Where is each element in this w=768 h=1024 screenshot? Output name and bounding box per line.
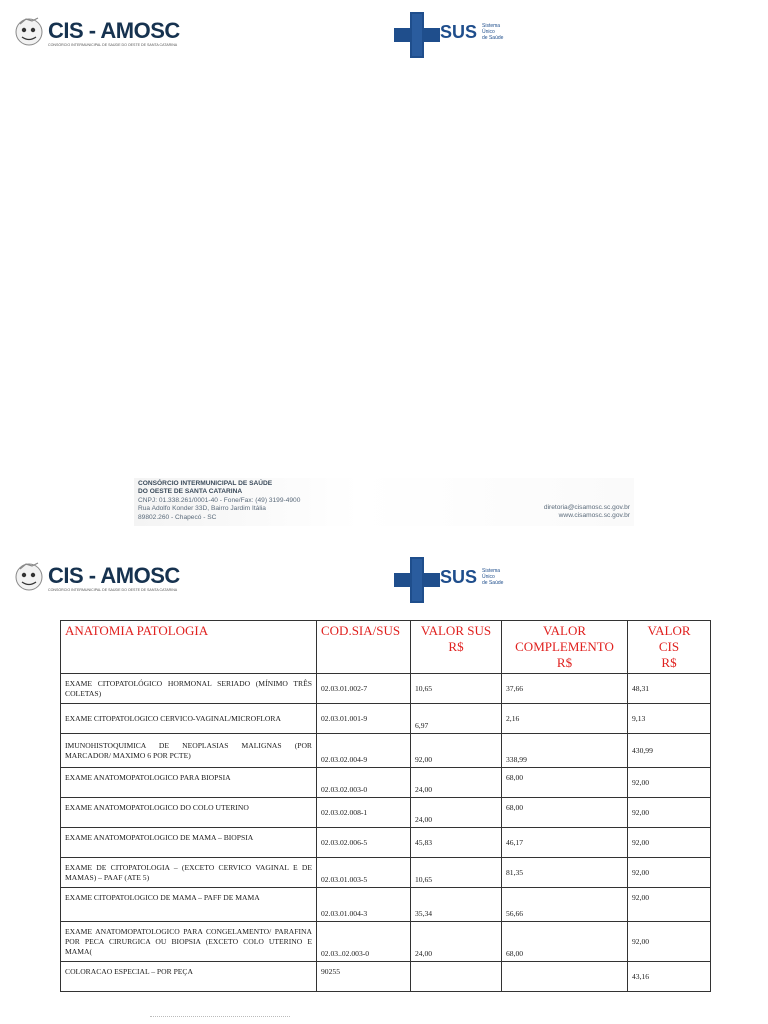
- mascot-icon: [12, 559, 46, 593]
- cell-cis-value: 92,00: [628, 798, 711, 828]
- cell-code: 02.03.01.002-7: [317, 674, 411, 704]
- sus-name: SUS: [440, 567, 478, 587]
- footer-address-block: [138, 480, 300, 522]
- cell-description: EXAME DE CITOPATOLOGIA – (EXCETO CERVICO VAGINAL E DE MAMAS) – PAAF (ATE 5): [61, 858, 317, 888]
- anatomia-patologia-table: [60, 620, 711, 992]
- cell-code: 02.03..02.003-0: [317, 922, 411, 962]
- cell-complement-value: 46,17: [502, 828, 628, 858]
- column-header-code: COD.SIA/SUS: [317, 621, 411, 674]
- footer-email[interactable]: diretoria@cisamosc.sc.gov.br: [543, 504, 630, 511]
- cell-description: EXAME ANATOMOPATOLOGICO PARA CONGELAMENTO/ PARAFINA POR PECA CIRURGICA OU BIOPSIA (EXCETO COLO UTERINO E MAMA(: [61, 922, 317, 962]
- cell-cis-value: 43,16: [628, 962, 711, 992]
- cell-complement-value: 37,66: [502, 674, 628, 704]
- sus-name: SUS: [440, 22, 478, 42]
- cell-description: EXAME ANATOMOPATOLOGICO DO COLO UTERINO: [61, 798, 317, 828]
- cell-complement-value: 338,99: [502, 734, 628, 768]
- footer-city: 89802.260 - Chapecó - SC: [138, 513, 217, 521]
- sus-subtitle-line: de Saúde: [482, 580, 504, 586]
- header-line: VALOR: [542, 623, 587, 638]
- cell-code: 02.03.01.001-9: [317, 704, 411, 734]
- table-row: [61, 888, 711, 922]
- sus-subtitle: [482, 568, 503, 586]
- cis-amosc-name: CIS - AMOSC: [48, 18, 180, 43]
- sus-cross-icon: [394, 12, 440, 58]
- cell-complement-value: [502, 962, 628, 992]
- cell-sus-value: 45,83: [411, 828, 502, 858]
- cell-code: 02.03.01.003-5: [317, 858, 411, 888]
- table-row: [61, 768, 711, 798]
- footer-address: Rua Adolfo Konder 33D, Bairro Jardim Itália: [138, 505, 266, 513]
- cis-amosc-name: CIS - AMOSC: [48, 563, 180, 588]
- cis-amosc-subtitle: CONSÓRCIO INTERMUNICIPAL DE SAÚDE DO OESTE DE SANTA CATARINA: [48, 588, 178, 592]
- sus-logo: [394, 557, 514, 603]
- table-row: [61, 704, 711, 734]
- cell-code: 02.03.02.006-5: [317, 828, 411, 858]
- cell-code: 02.03.02.003-0: [317, 768, 411, 798]
- page-header: [0, 555, 768, 605]
- column-header-complement-value: [502, 621, 628, 674]
- sus-cross-icon: [394, 557, 440, 603]
- cell-sus-value: 24,00: [411, 798, 502, 828]
- footer-org-line: DO OESTE DE SANTA CATARINA: [138, 488, 243, 496]
- cell-complement-value: 68,00: [502, 768, 628, 798]
- cell-description: EXAME ANATOMOPATOLOGICO PARA BIOPSIA: [61, 768, 317, 798]
- cell-sus-value: 10,65: [411, 858, 502, 888]
- cell-cis-value: 92,00: [628, 768, 711, 798]
- cell-description: EXAME CITOPATOLOGICO CERVICO-VAGINAL/MICROFLORA: [61, 704, 317, 734]
- cis-amosc-logo: [12, 559, 192, 599]
- page-break-remnant: [150, 1016, 290, 1021]
- cell-cis-value: 430,99: [628, 734, 711, 768]
- cell-complement-value: 68,00: [502, 922, 628, 962]
- cell-complement-value: 81,35: [502, 858, 628, 888]
- header-line: VALOR: [647, 623, 691, 638]
- table-row: [61, 858, 711, 888]
- cell-sus-value: 92,00: [411, 734, 502, 768]
- header-line: COMPLEMENTO: [515, 639, 614, 654]
- sus-subtitle: [482, 23, 503, 41]
- cell-complement-value: 68,00: [502, 798, 628, 828]
- cell-code: 02.03.02.004-9: [317, 734, 411, 768]
- header-line: R$: [556, 655, 573, 670]
- table-header-row: [61, 621, 711, 674]
- cell-code: 90255: [317, 962, 411, 992]
- cell-cis-value: 92,00: [628, 828, 711, 858]
- cell-code: 02.03.02.008-1: [317, 798, 411, 828]
- cell-sus-value: 24,00: [411, 768, 502, 798]
- header-line: CIS: [658, 639, 680, 654]
- cell-cis-value: 92,00: [628, 858, 711, 888]
- cell-cis-value: 92,00: [628, 888, 711, 922]
- cell-sus-value: 24,00: [411, 922, 502, 962]
- sus-logo: [394, 12, 514, 58]
- footer-site[interactable]: www.cisamosc.sc.gov.br: [558, 512, 630, 520]
- cell-description: EXAME CITOPATOLOGICO DE MAMA – PAFF DE MAMA: [61, 888, 317, 922]
- table-row: [61, 798, 711, 828]
- cell-code: 02.03.01.004-3: [317, 888, 411, 922]
- cell-description: EXAME CITOPATOLÓGICO HORMONAL SERIADO (MÍNIMO TRÊS COLETAS): [61, 674, 317, 704]
- cell-description: COLORACAO ESPECIAL – POR PEÇA: [61, 962, 317, 992]
- cell-sus-value: 6,97: [411, 704, 502, 734]
- sus-subtitle-line: Sistema: [482, 568, 501, 574]
- sus-subtitle-line: Único: [482, 29, 495, 35]
- header-line: R$: [448, 639, 464, 654]
- cell-complement-value: 56,66: [502, 888, 628, 922]
- footer-org-line: CONSÓRCIO INTERMUNICIPAL DE SAÚDE: [138, 480, 273, 487]
- cell-cis-value: 48,31: [628, 674, 711, 704]
- column-header-cis-value: [628, 621, 711, 674]
- cell-sus-value: 10,65: [411, 674, 502, 704]
- footer-contact-block: [544, 504, 630, 521]
- header-line: VALOR SUS: [420, 623, 492, 638]
- footer-cnpj: CNPJ: 01.338.261/0001-40 - Fone/Fax: (49) 3199-4900: [138, 496, 301, 504]
- column-header-description: ANATOMIA PATOLOGIA: [61, 621, 317, 674]
- page-header: [0, 10, 768, 60]
- sus-subtitle-line: Sistema: [482, 23, 501, 29]
- cis-amosc-subtitle: CONSÓRCIO INTERMUNICIPAL DE SAÚDE DO OESTE DE SANTA CATARINA: [48, 43, 178, 47]
- sus-subtitle-line: de Saúde: [482, 35, 504, 41]
- mascot-icon: [12, 14, 46, 48]
- page-footer: [134, 480, 634, 526]
- cell-sus-value: 35,34: [411, 888, 502, 922]
- table-row: [61, 734, 711, 768]
- cell-description: EXAME ANATOMOPATOLOGICO DE MAMA – BIOPSIA: [61, 828, 317, 858]
- header-line: R$: [661, 655, 677, 670]
- cell-cis-value: 9,13: [628, 704, 711, 734]
- cis-amosc-logo: [12, 14, 192, 54]
- table-row: [61, 674, 711, 704]
- sus-subtitle-line: Único: [482, 574, 495, 580]
- cell-complement-value: 2,16: [502, 704, 628, 734]
- cell-sus-value: [411, 962, 502, 992]
- cell-description: IMUNOHISTOQUIMICA DE NEOPLASIAS MALIGNAS (POR MARCADOR/ MAXIMO 6 POR PCTE): [61, 734, 317, 768]
- table-row: [61, 922, 711, 962]
- cell-cis-value: 92,00: [628, 922, 711, 962]
- column-header-sus-value: [411, 621, 502, 674]
- table-row: [61, 962, 711, 992]
- table-row: [61, 828, 711, 858]
